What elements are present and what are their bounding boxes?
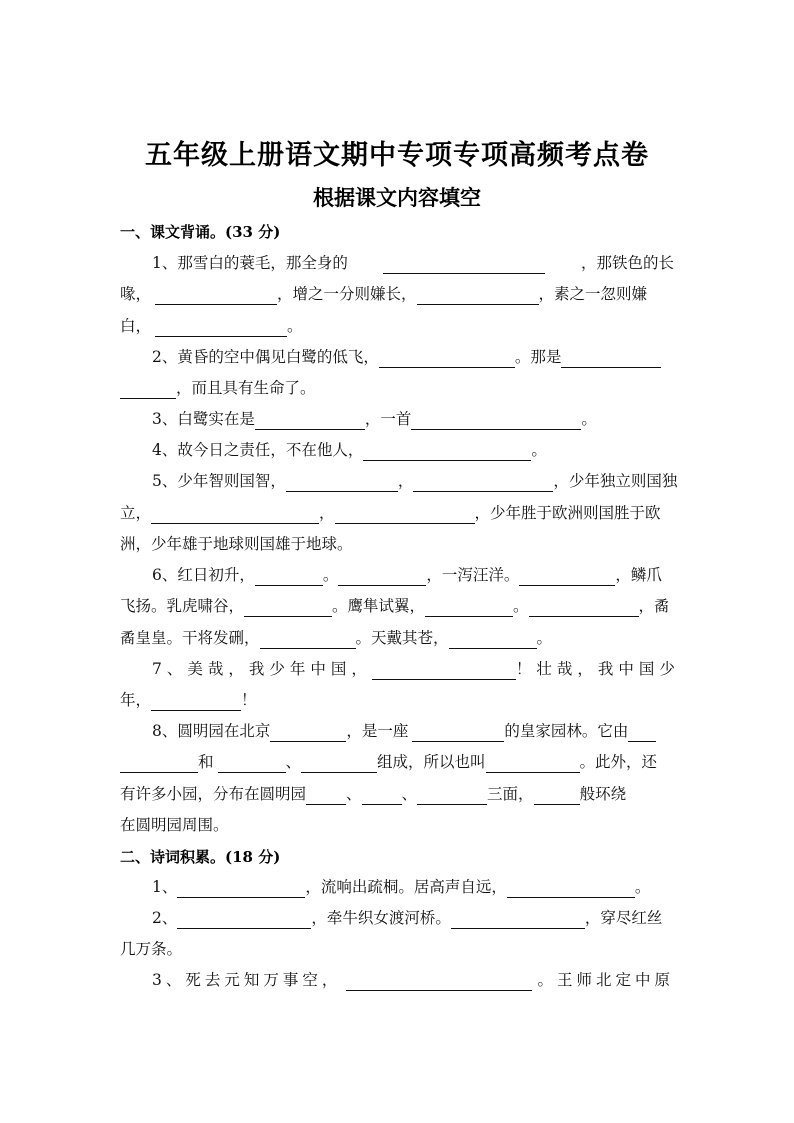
page-subtitle: 根据课文内容填空 bbox=[313, 185, 481, 210]
question-2-line-2 bbox=[120, 377, 674, 399]
question-text: 飞扬。乳虎啸谷， bbox=[120, 597, 245, 615]
question-text: 。王师北定中原 bbox=[537, 971, 674, 989]
question-text: ，增之一分则嫌长， bbox=[277, 285, 417, 303]
question-text: 年， bbox=[120, 691, 152, 709]
question-text: 。 bbox=[536, 629, 553, 647]
poetry-2-line-2 bbox=[120, 938, 674, 960]
answer-blank[interactable] bbox=[155, 320, 287, 337]
answer-blank[interactable] bbox=[417, 288, 539, 305]
question-text: ，一首 bbox=[364, 410, 412, 428]
question-text: 7、美哉，我少年中国， bbox=[152, 660, 372, 678]
answer-blank[interactable] bbox=[412, 725, 504, 742]
question-text: 矞皇皇。干将发硎， bbox=[120, 629, 260, 647]
question-text: 般环绕 bbox=[579, 785, 627, 803]
answer-blank[interactable] bbox=[177, 881, 305, 898]
question-8-line-2 bbox=[120, 751, 674, 773]
question-1-line-3 bbox=[120, 315, 674, 337]
question-text: 。 bbox=[581, 410, 597, 428]
answer-blank[interactable] bbox=[519, 569, 615, 586]
question-text: ， bbox=[397, 472, 414, 490]
answer-blank[interactable] bbox=[151, 507, 319, 524]
question-text: 2、 bbox=[152, 909, 178, 927]
question-text: ，穿尽红丝 bbox=[584, 909, 663, 927]
answer-blank[interactable] bbox=[425, 600, 513, 617]
question-6-line-3 bbox=[120, 627, 674, 649]
question-text: 。此外，还 bbox=[579, 753, 658, 771]
answer-blank[interactable] bbox=[411, 413, 581, 430]
answer-blank[interactable] bbox=[486, 756, 580, 773]
question-text: ，少年胜于欧洲则国胜于欧 bbox=[474, 504, 661, 522]
question-text: 。那是 bbox=[514, 348, 562, 366]
question-6-line-2 bbox=[120, 595, 674, 617]
answer-blank[interactable] bbox=[451, 912, 585, 929]
question-text: 组成，所以也叫 bbox=[377, 753, 486, 771]
question-3 bbox=[152, 408, 674, 430]
answer-blank[interactable] bbox=[151, 694, 241, 711]
answer-blank[interactable] bbox=[383, 257, 545, 274]
question-1-line-2 bbox=[120, 283, 674, 305]
question-text: 。 bbox=[531, 441, 547, 459]
question-text: 5、少年智则国智， bbox=[152, 472, 286, 490]
question-text: 6、红日初升， bbox=[152, 566, 255, 584]
answer-blank[interactable] bbox=[338, 569, 426, 586]
answer-blank[interactable] bbox=[363, 444, 531, 461]
question-text: 。天戴其苍， bbox=[355, 629, 449, 647]
question-text: 有许多小园，分布在圆明园 bbox=[120, 785, 307, 803]
question-8-line-4 bbox=[120, 814, 674, 836]
answer-blank[interactable] bbox=[255, 569, 323, 586]
answer-blank[interactable] bbox=[372, 663, 516, 680]
question-text: ，素之一忽则嫌 bbox=[538, 285, 648, 303]
answer-blank[interactable] bbox=[628, 725, 656, 742]
question-5-line-2 bbox=[120, 502, 674, 524]
question-text: 白， bbox=[120, 317, 152, 335]
question-text: 、 bbox=[346, 785, 362, 803]
answer-blank[interactable] bbox=[417, 788, 487, 805]
question-text: 几万条。 bbox=[120, 940, 183, 958]
question-text: ，鳞爪 bbox=[615, 566, 662, 584]
answer-blank[interactable] bbox=[507, 881, 635, 898]
question-text: 。鹰隼试翼， bbox=[332, 597, 426, 615]
question-6-line-1 bbox=[152, 564, 674, 586]
question-text: ，少年独立则国独 bbox=[553, 472, 678, 490]
question-text: 1、那雪白的蓑毛，那全身的 bbox=[152, 254, 348, 272]
question-text: ，一泻汪洋。 bbox=[426, 566, 520, 584]
answer-blank[interactable] bbox=[449, 632, 537, 649]
answer-blank[interactable] bbox=[362, 788, 402, 805]
question-text: 立， bbox=[120, 504, 152, 522]
question-text: 8、圆明园在北京 bbox=[152, 722, 271, 740]
answer-blank[interactable] bbox=[335, 507, 475, 524]
question-text: 3、死去元知万事空， bbox=[152, 971, 342, 989]
question-text: 喙， bbox=[120, 285, 152, 303]
section-heading-recitation: 一、课文背诵。(33 分) bbox=[120, 223, 281, 241]
question-text: 。 bbox=[513, 597, 529, 615]
answer-blank[interactable] bbox=[177, 912, 311, 929]
answer-blank[interactable] bbox=[120, 756, 198, 773]
question-text: ，流响出疏桐。居高声自远， bbox=[305, 878, 507, 896]
question-text: ，那铁色的长 bbox=[580, 254, 674, 272]
question-text: ，而且具有生命了。 bbox=[176, 379, 316, 397]
answer-blank[interactable] bbox=[270, 725, 346, 742]
answer-blank[interactable] bbox=[346, 974, 532, 991]
poetry-3 bbox=[152, 969, 674, 991]
question-text: 三面， bbox=[487, 785, 534, 803]
answer-blank[interactable] bbox=[260, 632, 356, 649]
question-text: ！ bbox=[241, 691, 257, 709]
question-text: 。 bbox=[287, 317, 303, 335]
question-text: ，矞 bbox=[638, 597, 670, 615]
question-1-line-1 bbox=[152, 252, 674, 274]
question-8-line-1 bbox=[152, 720, 674, 742]
question-text: 2、黄昏的空中偶见白鹭的低飞， bbox=[152, 348, 379, 366]
answer-blank[interactable] bbox=[120, 382, 176, 399]
question-text: ！壮哉，我中国少 bbox=[515, 660, 680, 678]
question-text: ， bbox=[319, 504, 335, 522]
question-7-line-2 bbox=[120, 689, 674, 711]
question-8-line-3 bbox=[120, 783, 674, 805]
question-text: 、 bbox=[401, 785, 418, 803]
answer-blank[interactable] bbox=[306, 788, 346, 805]
question-5-line-1 bbox=[152, 470, 678, 492]
answer-blank[interactable] bbox=[561, 351, 661, 368]
question-text: 洲，少年雄于地球则国雄于地球。 bbox=[120, 535, 353, 553]
question-5-line-3 bbox=[120, 533, 674, 555]
question-7-line-1 bbox=[152, 658, 680, 680]
question-text: 在圆明园周围。 bbox=[120, 816, 229, 834]
answer-blank[interactable] bbox=[255, 413, 365, 430]
page-title: 五年级上册语文期中专项专项高频考点卷 bbox=[145, 140, 649, 171]
answer-blank[interactable] bbox=[413, 475, 553, 492]
question-text: 1、 bbox=[152, 878, 178, 896]
question-text: 和 bbox=[198, 753, 214, 771]
poetry-1 bbox=[152, 876, 674, 898]
question-text: 。 bbox=[322, 566, 339, 584]
answer-blank[interactable] bbox=[244, 600, 332, 617]
answer-blank[interactable] bbox=[534, 788, 580, 805]
section-heading-poetry: 二、诗词积累。(18 分) bbox=[120, 848, 281, 866]
answer-blank[interactable] bbox=[301, 756, 377, 773]
question-4 bbox=[152, 439, 674, 461]
question-text: 4、故今日之责任，不在他人， bbox=[152, 441, 364, 459]
question-text: 3、白鹭实在是 bbox=[152, 410, 255, 428]
answer-blank[interactable] bbox=[529, 600, 639, 617]
answer-blank[interactable] bbox=[155, 288, 277, 305]
answer-blank[interactable] bbox=[286, 475, 398, 492]
answer-blank[interactable] bbox=[379, 351, 515, 368]
poetry-2-line-1 bbox=[152, 907, 674, 929]
answer-blank[interactable] bbox=[218, 756, 286, 773]
question-text: ，是一座 bbox=[346, 722, 409, 740]
question-text: ，牵牛织女渡河桥。 bbox=[311, 909, 451, 927]
question-text: 的皇家园林。它由 bbox=[504, 722, 629, 740]
question-text: 。 bbox=[634, 878, 651, 896]
question-2-line-1 bbox=[152, 346, 674, 368]
question-text: 、 bbox=[285, 753, 302, 771]
